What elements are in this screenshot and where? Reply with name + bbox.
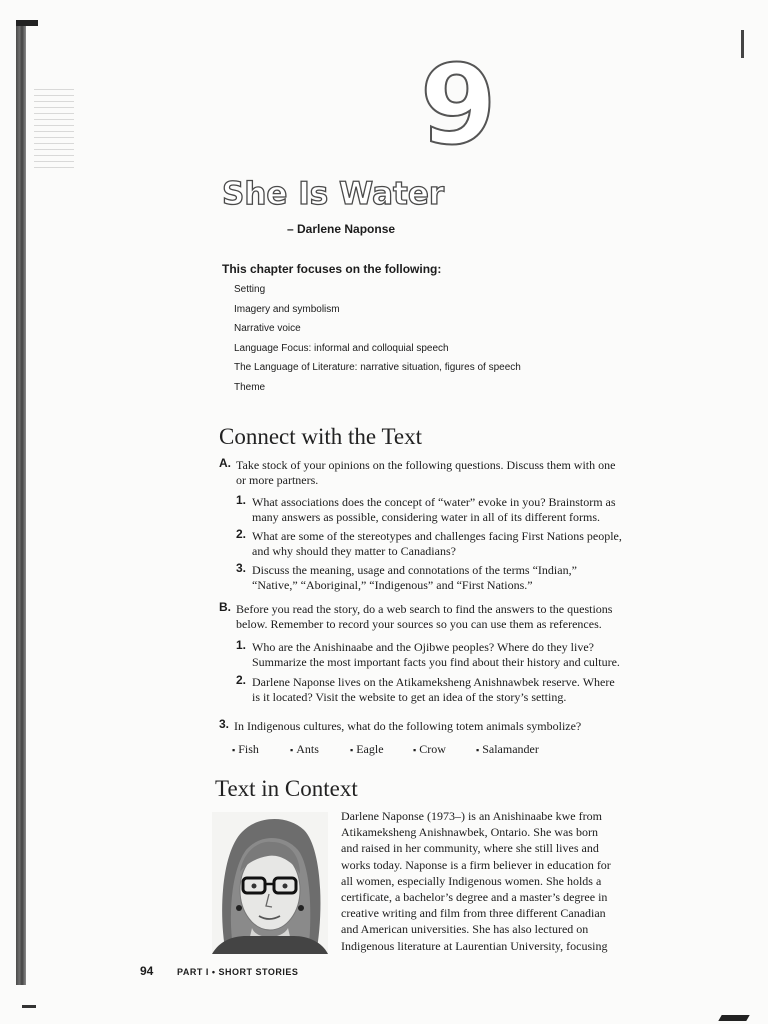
connect-heading: Connect with the Text <box>219 424 423 449</box>
text-line: What are some of the stereotypes and challenges facing First Nations people, <box>252 529 622 543</box>
running-footer: PART I • SHORT STORIES <box>177 967 299 977</box>
question-b1 <box>252 640 672 670</box>
author-bio <box>341 808 651 954</box>
question-number: 3. <box>236 561 247 575</box>
question-number: 3. <box>219 717 230 731</box>
chapter-title: She Is Water <box>222 176 445 212</box>
author-portrait <box>212 812 328 954</box>
section-b-text <box>236 602 666 632</box>
text-line: and why should they matter to Canadians? <box>252 544 456 558</box>
text-line: or more partners. <box>236 473 319 487</box>
text-line: “Native,” “Aboriginal,” “Indigenous” and “First Nations.” <box>252 578 533 592</box>
text-line: below. Remember to record your sources so you can use them as references. <box>236 617 602 631</box>
animal-item: ▪ Ants <box>290 742 347 757</box>
bio-line: certificate, a bachelor’s degree and a master’s degree in <box>341 890 608 905</box>
page-number: 94 <box>140 964 154 978</box>
text-line: What associations does the concept of “water” evoke in you? Brainstorm as <box>252 495 616 509</box>
question-number: 2. <box>236 673 247 687</box>
bio-line: creative writing and film from three different Canadian <box>341 906 606 921</box>
bio-line: works today. Naponse is a firm believer in education for <box>341 857 611 872</box>
focus-list <box>234 283 521 401</box>
text-line: Take stock of your opinions on the following questions. Discuss them with one <box>236 458 616 472</box>
scan-noise <box>34 88 74 168</box>
bio-line: all women, especially Indigenous women. She holds a <box>341 873 602 888</box>
animal-list <box>232 742 539 757</box>
animal-item: ▪ Salamander <box>476 742 539 757</box>
question-b2 <box>252 675 672 705</box>
focus-item: Theme <box>234 381 266 393</box>
question-3-text: In Indigenous cultures, what do the following totem animals symbolize? <box>234 719 582 733</box>
bio-line: and raised in her community, where she still lives and <box>341 841 599 856</box>
bio-line: Atikameksheng Anishnawbek, Ontario. She was born <box>341 825 598 840</box>
question-number: 1. <box>236 493 247 507</box>
question-a3 <box>252 563 672 593</box>
text-line: Darlene Naponse lives on the Atikameksheng Anishnawbek reserve. Where <box>252 675 615 689</box>
scan-mark <box>741 30 744 58</box>
question-a1 <box>252 495 672 525</box>
context-heading: Text in Context <box>215 776 358 801</box>
focus-item: Narrative voice <box>234 323 301 335</box>
animal-item: ▪ Fish <box>232 742 287 757</box>
text-line: Before you read the story, do a web search to find the answers to the questions <box>236 602 613 616</box>
animal-item: ▪ Eagle <box>350 742 410 757</box>
animal-item: ▪ Crow <box>413 742 473 757</box>
focus-heading: This chapter focuses on the following: <box>222 262 442 276</box>
scan-mark <box>718 1015 749 1021</box>
scan-mark <box>16 20 38 26</box>
focus-item: Language Focus: informal and colloquial speech <box>234 342 449 354</box>
bio-line: Indigenous literature at Laurentian University, focusing <box>341 938 608 953</box>
section-b-label: B. <box>219 600 231 614</box>
question-a2 <box>252 529 672 559</box>
text-line: Who are the Anishinaabe and the Ojibwe peoples? Where do they live? <box>252 640 594 654</box>
text-line: many answers as possible, considering water in all of its different forms. <box>252 510 601 524</box>
scan-mark <box>22 1005 36 1008</box>
focus-item: Imagery and symbolism <box>234 303 340 315</box>
section-a-label: A. <box>219 456 231 470</box>
focus-item: The Language of Literature: narrative situation, figures of speech <box>234 362 521 374</box>
bio-line: and American universities. She has also lectured on <box>341 922 589 937</box>
chapter-number: 9 <box>420 41 495 169</box>
section-a-text <box>236 458 656 488</box>
chapter-author: – Darlene Naponse <box>287 222 396 236</box>
question-number: 2. <box>236 527 247 541</box>
binding-edge <box>16 20 26 985</box>
text-line: Discuss the meaning, usage and connotations of the terms “Indian,” <box>252 563 577 577</box>
focus-item: Setting <box>234 284 266 295</box>
text-line: Summarize the most important facts you find about their history and culture. <box>252 655 620 669</box>
text-line: is it located? Visit the website to get an idea of the story’s setting. <box>252 690 567 704</box>
question-number: 1. <box>236 638 247 652</box>
bio-line: Darlene Naponse (1973–) is an Anishinaabe kwe from <box>341 809 602 823</box>
